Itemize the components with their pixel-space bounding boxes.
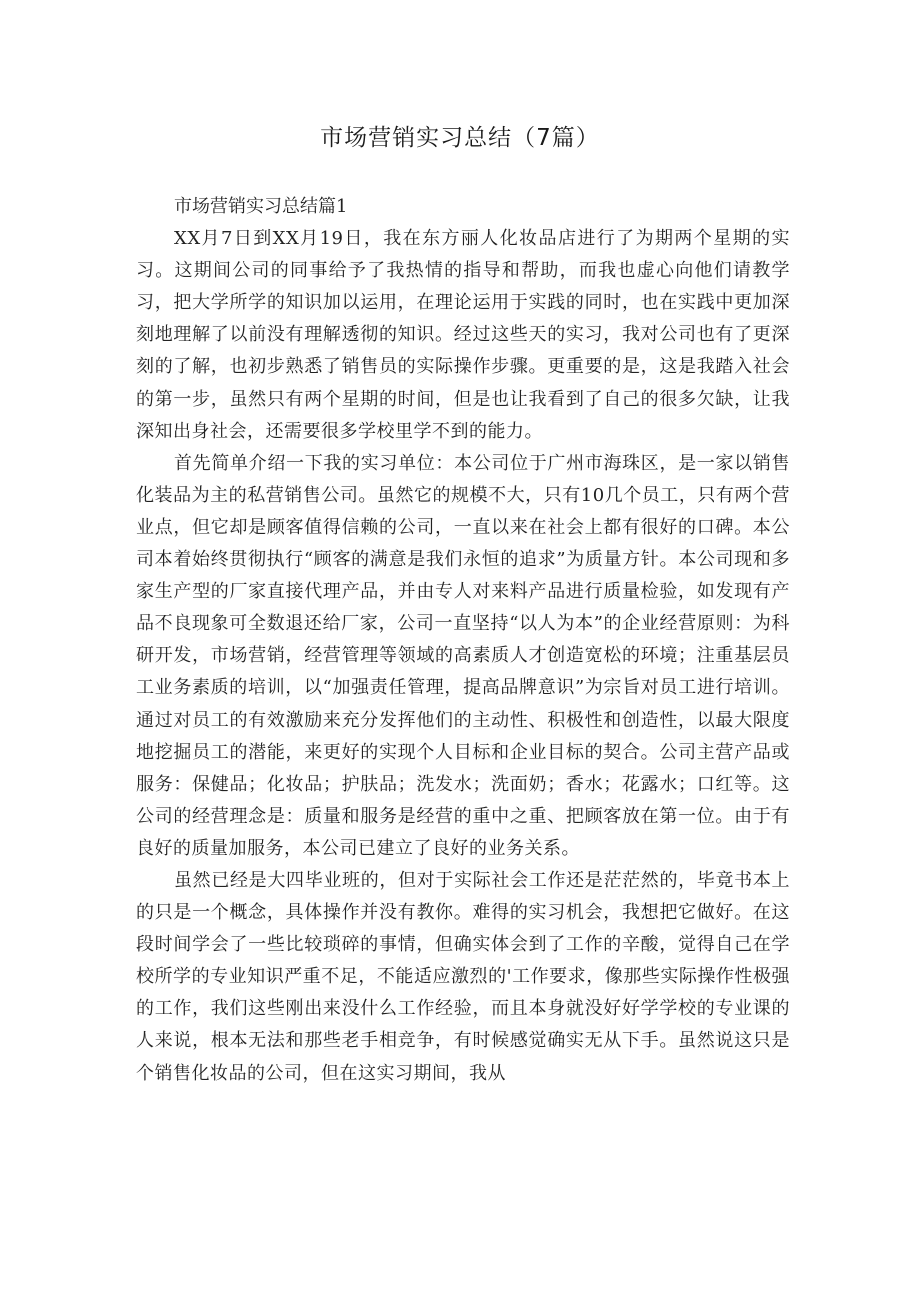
section-heading: 市场营销实习总结篇1 [174,196,348,217]
paragraph-2: 首先简单介绍一下我的实习单位：本公司位于广州市海珠区，是一家以销售化装品为主的私营销售公司。虽然它的规模不大，只有10几个员工，只有两个营业点，但它却是顾客值得信赖的公司，一直以来在社会上都有很好的口碑。本公司本着始终贯彻执行“顾客的满意是我们永恒的追求”为质量方针。本公司现和多家生产型的厂家直接代理产品，并由专人对来料产品进行质量检验，如发现有产品不良现象可全数退还给厂家，公司一直坚持“以人为本”的企业经营原则：为科研开发，市场营销，经营管理等领域的高素质人才创造宽松的环境；注重基层员工业务素质的培训，以“加强责任管理，提高品牌意识”为宗旨对员工进行培训。通过对员工的有效激励来充分发挥他们的主动性、积极性和创造性，以最大限度地挖掘员工的潜能，来更好的实现个人目标和企业目标的契合。公司主营产品或服务：保健品；化妆品；护肤品；洗发水；洗面奶；香水；花露水；口红等。这公司的经营理念是：质量和服务是经营的重中之重、把顾客放在第一位。由于有良好的质量加服务，本公司已建立了良好的业务关系。 [136,452,790,859]
paragraph-1: XX月7日到XX月19日，我在东方丽人化妆品店进行了为期两个星期的实习。这期间公司的同事给予了我热情的指导和帮助，而我也虚心向他们请教学习，把大学所学的知识加以运用，在理论运用于实践的同时，也在实践中更加深刻地理解了以前没有理解透彻的知识。经过这些天的实习，我对公司也有了更深刻的了解，也初步熟悉了销售员的实际操作步骤。更重要的是，这是我踏入社会的第一步，虽然只有两个星期的时间，但是也让我看到了自己的很多欠缺，让我深知出身社会，还需要很多学校里学不到的能力。 [136,228,790,442]
document-body [136,191,790,1090]
paragraph-3: 虽然已经是大四毕业班的，但对于实际社会工作还是茫茫然的，毕竟书本上的只是一个概念，具体操作并没有教你。难得的实习机会，我想把它做好。在这段时间学会了一些比较琐碎的事情，但确实体会到了工作的辛酸，觉得自己在学校所学的专业知识严重不足，不能适应激烈的'工作要求，像那些实际操作性极强的工作，我们这些刚出来没什么工作经验，而且本身就没好好学学校的专业课的人来说，根本无法和那些老手相竞争，有时候感觉确实无从下手。虽然说这只是个销售化妆品的公司，但在这实习期间，我从 [136,869,790,1084]
document-title: 市场营销实习总结（7篇） [320,125,600,151]
